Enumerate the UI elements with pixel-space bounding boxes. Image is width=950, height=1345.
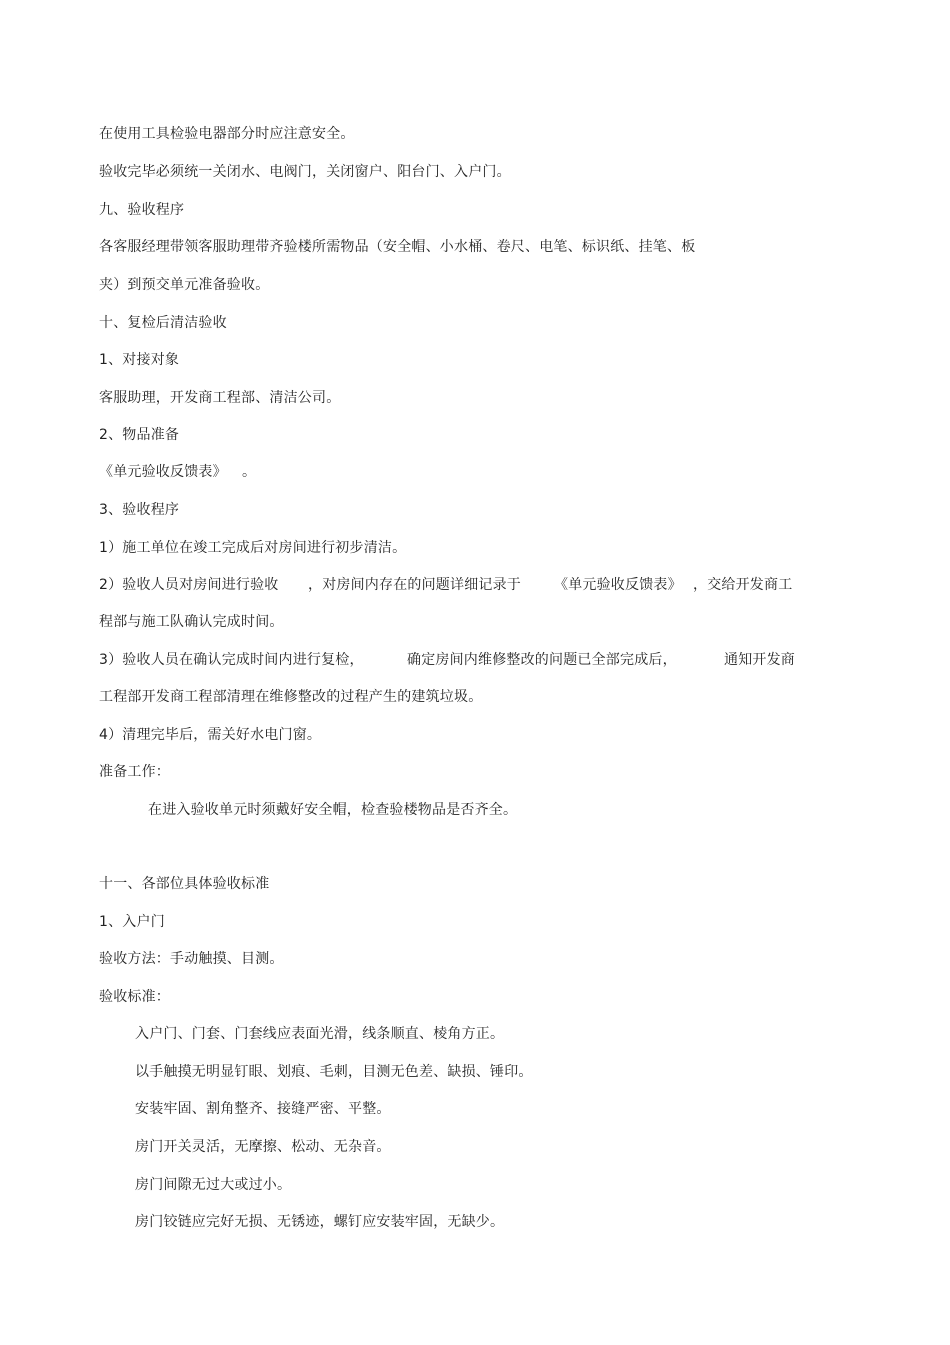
text-line: 夹）到预交单元准备验收。: [99, 277, 270, 293]
section-heading: 十、复检后清洁验收: [99, 315, 227, 331]
list-item: 房门开关灵活，无摩擦、松动、无杂音。: [135, 1139, 391, 1155]
text-line: 工程部开发商工程部清理在维修整改的过程产生的建筑垃圾。: [99, 689, 483, 705]
punctuation: 。: [242, 464, 257, 480]
list-item: 房门间隙无过大或过小。: [135, 1177, 292, 1193]
text-line: 准备工作：: [99, 764, 170, 780]
text-segment: 确定房间内维修整改的问题已全部完成后，: [407, 652, 677, 668]
text-line: 在使用工具检验电器部分时应注意安全。: [99, 126, 355, 142]
form-title: 《单元验收反馈表》: [554, 577, 682, 593]
text-segment: 通知开发商: [724, 652, 795, 668]
text-segment: ，交给开发商工: [693, 577, 793, 593]
section-heading: 十一、各部位具体验收标准: [99, 876, 270, 892]
text-line: 1）施工单位在竣工完成后对房间进行初步清洁。: [99, 540, 407, 556]
text-segment: 2）验收人员对房间进行验收: [99, 577, 279, 593]
subsection-heading: 1、对接对象: [99, 352, 180, 368]
subsection-heading: 2、物品准备: [99, 427, 180, 443]
text-line: 在进入验收单元时须戴好安全帽，检查验楼物品是否齐全。: [148, 802, 518, 818]
list-item: 以手触摸无明显钉眼、划痕、毛刺，目测无色差、缺损、锤印。: [135, 1064, 533, 1080]
subsection-heading: 3、验收程序: [99, 502, 180, 518]
text-line: 验收方法：手动触摸、目测。: [99, 951, 284, 967]
text-segment: ，对房间内存在的问题详细记录于: [308, 577, 521, 593]
section-heading: 九、验收程序: [99, 202, 185, 218]
list-item: 安装牢固、割角整齐、接缝严密、平整。: [135, 1101, 391, 1117]
text-line: 验收完毕必须统一关闭水、电阀门，关闭窗户、阳台门、入户门。: [99, 164, 511, 180]
text-line: 程部与施工队确认完成时间。: [99, 614, 284, 630]
list-item: 入户门、门套、门套线应表面光滑，线条顺直、棱角方正。: [135, 1026, 505, 1042]
text-line: 各客服经理带领客服助理带齐验楼所需物品（安全帽、小水桶、卷尺、电笔、标识纸、挂笔、板: [99, 239, 696, 255]
list-item: 房门铰链应完好无损、无锈迹，螺钉应安装牢固，无缺少。: [135, 1214, 505, 1230]
form-title: 《单元验收反馈表》: [99, 464, 227, 480]
subsection-heading: 1、入户门: [99, 914, 165, 930]
text-segment: 3）验收人员在确认完成时间内进行复检，: [99, 652, 364, 668]
text-line: 4）清理完毕后，需关好水电门窗。: [99, 727, 322, 743]
text-line: 客服助理，开发商工程部、清洁公司。: [99, 390, 341, 406]
text-line: 验收标准：: [99, 989, 170, 1005]
